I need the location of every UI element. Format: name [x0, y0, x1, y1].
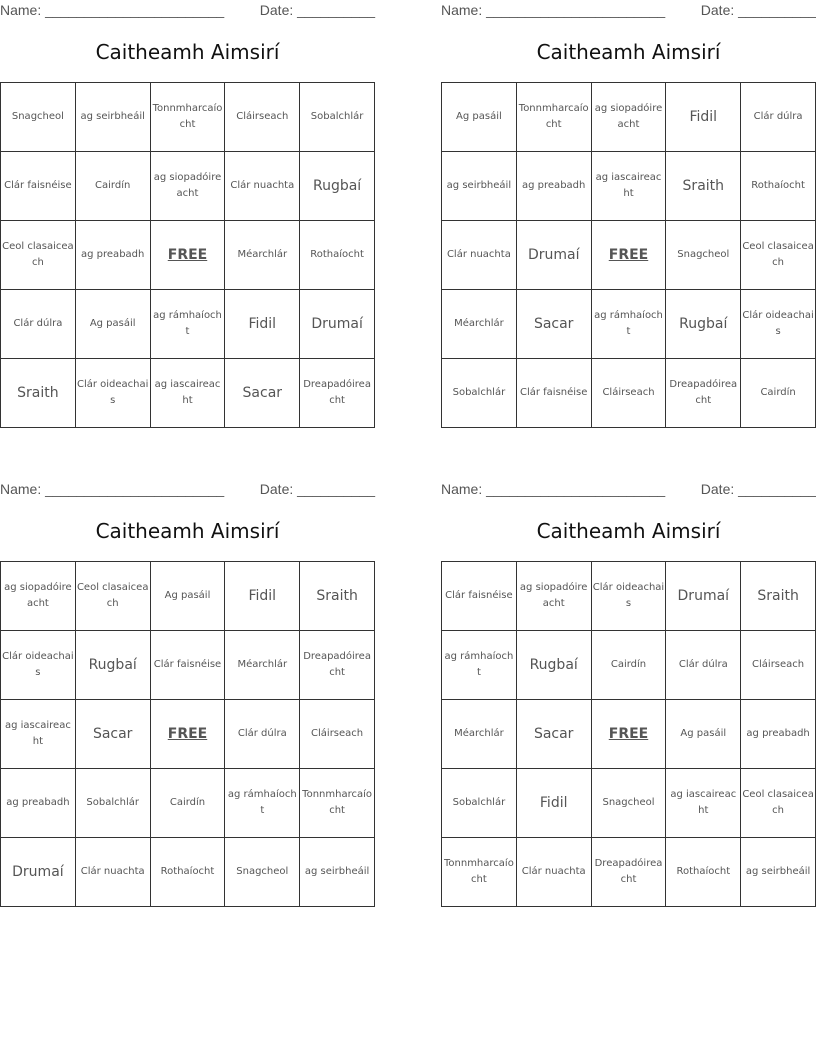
grid-cell: Rugbaí	[75, 631, 150, 700]
grid-cell: Ceol clasaiceach	[75, 562, 150, 631]
grid-cell: Rugbaí	[516, 631, 591, 700]
grid-cell: Tonnmharcaíocht	[516, 83, 591, 152]
grid-cell: Tonnmharcaíocht	[442, 838, 517, 907]
name-field: Name: _______________________	[0, 2, 225, 18]
grid-cell: Sraith	[300, 562, 375, 631]
grid-cell: Cairdín	[591, 631, 666, 700]
date-field: Date: __________	[700, 2, 816, 18]
grid-cell: Sobalchlár	[442, 769, 517, 838]
grid-cell: Drumaí	[300, 290, 375, 359]
grid-cell: ag seirbheáil	[300, 838, 375, 907]
grid-cell: Clár nuachta	[516, 838, 591, 907]
grid-row	[442, 700, 816, 769]
grid-cell: Sacar	[75, 700, 150, 769]
grid-cell: Snagcheol	[1, 83, 76, 152]
grid-cell: ag preabadh	[741, 700, 816, 769]
grid-cell: ag siopadóireacht	[150, 152, 225, 221]
grid-cell: Clár dúlra	[225, 700, 300, 769]
grid-cell: ag iascaireacht	[591, 152, 666, 221]
grid-row	[442, 769, 816, 838]
grid-cell: Drumaí	[1, 838, 76, 907]
grid-cell: Snagcheol	[225, 838, 300, 907]
name-field: Name: _______________________	[0, 481, 225, 497]
grid-cell: Tonnmharcaíocht	[150, 83, 225, 152]
card-header	[0, 479, 375, 499]
grid-cell: Ag pasáil	[666, 700, 741, 769]
grid-cell: Sacar	[225, 359, 300, 428]
grid-cell: ag rámhaíocht	[442, 631, 517, 700]
grid-cell: Clár faisnéise	[442, 562, 517, 631]
grid-cell: Sacar	[516, 290, 591, 359]
card-header	[0, 0, 375, 20]
card-title: Caitheamh Aimsirí	[536, 40, 721, 64]
grid-row	[442, 221, 816, 290]
grid-cell: Sraith	[666, 152, 741, 221]
grid-row	[1, 631, 375, 700]
card-title: Caitheamh Aimsirí	[95, 40, 280, 64]
grid-row	[442, 290, 816, 359]
grid-cell: Dreapadóireacht	[300, 359, 375, 428]
grid-cell: Cláirseach	[225, 83, 300, 152]
free-space: FREE	[591, 221, 666, 290]
grid-cell: Clár faisnéise	[516, 359, 591, 428]
grid-row	[1, 359, 375, 428]
grid-row	[1, 838, 375, 907]
grid-cell: Rothaíocht	[150, 838, 225, 907]
grid-row	[442, 152, 816, 221]
card-header	[441, 0, 816, 20]
grid-cell: Ceol clasaiceach	[741, 221, 816, 290]
grid-cell: Rothaíocht	[300, 221, 375, 290]
grid-cell: Fidil	[225, 290, 300, 359]
grid-row	[1, 562, 375, 631]
grid-cell: ag seirbheáil	[75, 83, 150, 152]
grid-row	[442, 83, 816, 152]
grid-row	[1, 152, 375, 221]
bingo-grid	[441, 82, 816, 428]
grid-cell: ag siopadóireacht	[591, 83, 666, 152]
grid-cell: Ag pasáil	[150, 562, 225, 631]
grid-cell: Ag pasáil	[442, 83, 517, 152]
grid-cell: Méarchlár	[442, 290, 517, 359]
grid-cell: Rugbaí	[666, 290, 741, 359]
grid-cell: Cláirseach	[300, 700, 375, 769]
bingo-grid	[441, 561, 816, 907]
grid-cell: Cláirseach	[591, 359, 666, 428]
grid-cell: Cláirseach	[741, 631, 816, 700]
grid-cell: Clár nuachta	[75, 838, 150, 907]
grid-cell: Clár dúlra	[666, 631, 741, 700]
date-field: Date: __________	[259, 2, 375, 18]
grid-cell: Clár oideachais	[591, 562, 666, 631]
grid-cell: Sacar	[516, 700, 591, 769]
bingo-grid	[0, 82, 375, 428]
name-field: Name: _______________________	[441, 2, 666, 18]
grid-cell: Cairdín	[741, 359, 816, 428]
grid-cell: Clár oideachais	[741, 290, 816, 359]
grid-cell: Sraith	[741, 562, 816, 631]
grid-cell: Méarchlár	[225, 631, 300, 700]
grid-cell: Clár oideachais	[75, 359, 150, 428]
grid-cell: Tonnmharcaíocht	[300, 769, 375, 838]
grid-cell: Sobalchlár	[442, 359, 517, 428]
grid-row	[1, 769, 375, 838]
grid-cell: Clár nuachta	[442, 221, 517, 290]
free-space: FREE	[591, 700, 666, 769]
card-title: Caitheamh Aimsirí	[536, 519, 721, 543]
grid-row	[1, 290, 375, 359]
grid-cell: Cairdín	[150, 769, 225, 838]
grid-row	[1, 83, 375, 152]
grid-cell: Snagcheol	[666, 221, 741, 290]
grid-cell: Drumaí	[516, 221, 591, 290]
grid-cell: ag iascaireacht	[666, 769, 741, 838]
grid-row	[442, 631, 816, 700]
grid-row	[442, 838, 816, 907]
grid-row	[442, 359, 816, 428]
grid-cell: Clár nuachta	[225, 152, 300, 221]
grid-cell: ag seirbheáil	[741, 838, 816, 907]
grid-cell: Fidil	[666, 83, 741, 152]
grid-row	[442, 562, 816, 631]
grid-cell: Clár faisnéise	[1, 152, 76, 221]
card-header	[441, 479, 816, 499]
grid-cell: ag siopadóireacht	[1, 562, 76, 631]
grid-cell: Ceol clasaiceach	[1, 221, 76, 290]
grid-cell: ag rámhaíocht	[225, 769, 300, 838]
grid-cell: ag iascaireacht	[150, 359, 225, 428]
grid-cell: ag rámhaíocht	[591, 290, 666, 359]
grid-cell: Ag pasáil	[75, 290, 150, 359]
name-field: Name: _______________________	[441, 481, 666, 497]
grid-cell: Dreapadóireacht	[591, 838, 666, 907]
grid-cell: Sobalchlár	[75, 769, 150, 838]
grid-cell: Clár dúlra	[1, 290, 76, 359]
grid-cell: Méarchlár	[225, 221, 300, 290]
grid-cell: Drumaí	[666, 562, 741, 631]
grid-cell: ag preabadh	[75, 221, 150, 290]
grid-cell: Clár oideachais	[1, 631, 76, 700]
card-title: Caitheamh Aimsirí	[95, 519, 280, 543]
grid-cell: ag rámhaíocht	[150, 290, 225, 359]
grid-cell: Fidil	[225, 562, 300, 631]
grid-cell: Ceol clasaiceach	[741, 769, 816, 838]
grid-cell: ag siopadóireacht	[516, 562, 591, 631]
grid-cell: ag preabadh	[1, 769, 76, 838]
grid-cell: Rothaíocht	[741, 152, 816, 221]
grid-cell: Sobalchlár	[300, 83, 375, 152]
grid-row	[1, 221, 375, 290]
grid-cell: Rugbaí	[300, 152, 375, 221]
grid-row	[1, 700, 375, 769]
grid-cell: ag preabadh	[516, 152, 591, 221]
grid-cell: Fidil	[516, 769, 591, 838]
bingo-grid	[0, 561, 375, 907]
date-field: Date: __________	[700, 481, 816, 497]
grid-cell: Cairdín	[75, 152, 150, 221]
grid-cell: Rothaíocht	[666, 838, 741, 907]
grid-cell: Dreapadóireacht	[300, 631, 375, 700]
grid-cell: Méarchlár	[442, 700, 517, 769]
grid-cell: Dreapadóireacht	[666, 359, 741, 428]
free-space: FREE	[150, 700, 225, 769]
grid-cell: Snagcheol	[591, 769, 666, 838]
grid-cell: Clár dúlra	[741, 83, 816, 152]
free-space: FREE	[150, 221, 225, 290]
grid-cell: Sraith	[1, 359, 76, 428]
grid-cell: ag seirbheáil	[442, 152, 517, 221]
grid-cell: Clár faisnéise	[150, 631, 225, 700]
grid-cell: ag iascaireacht	[1, 700, 76, 769]
date-field: Date: __________	[259, 481, 375, 497]
